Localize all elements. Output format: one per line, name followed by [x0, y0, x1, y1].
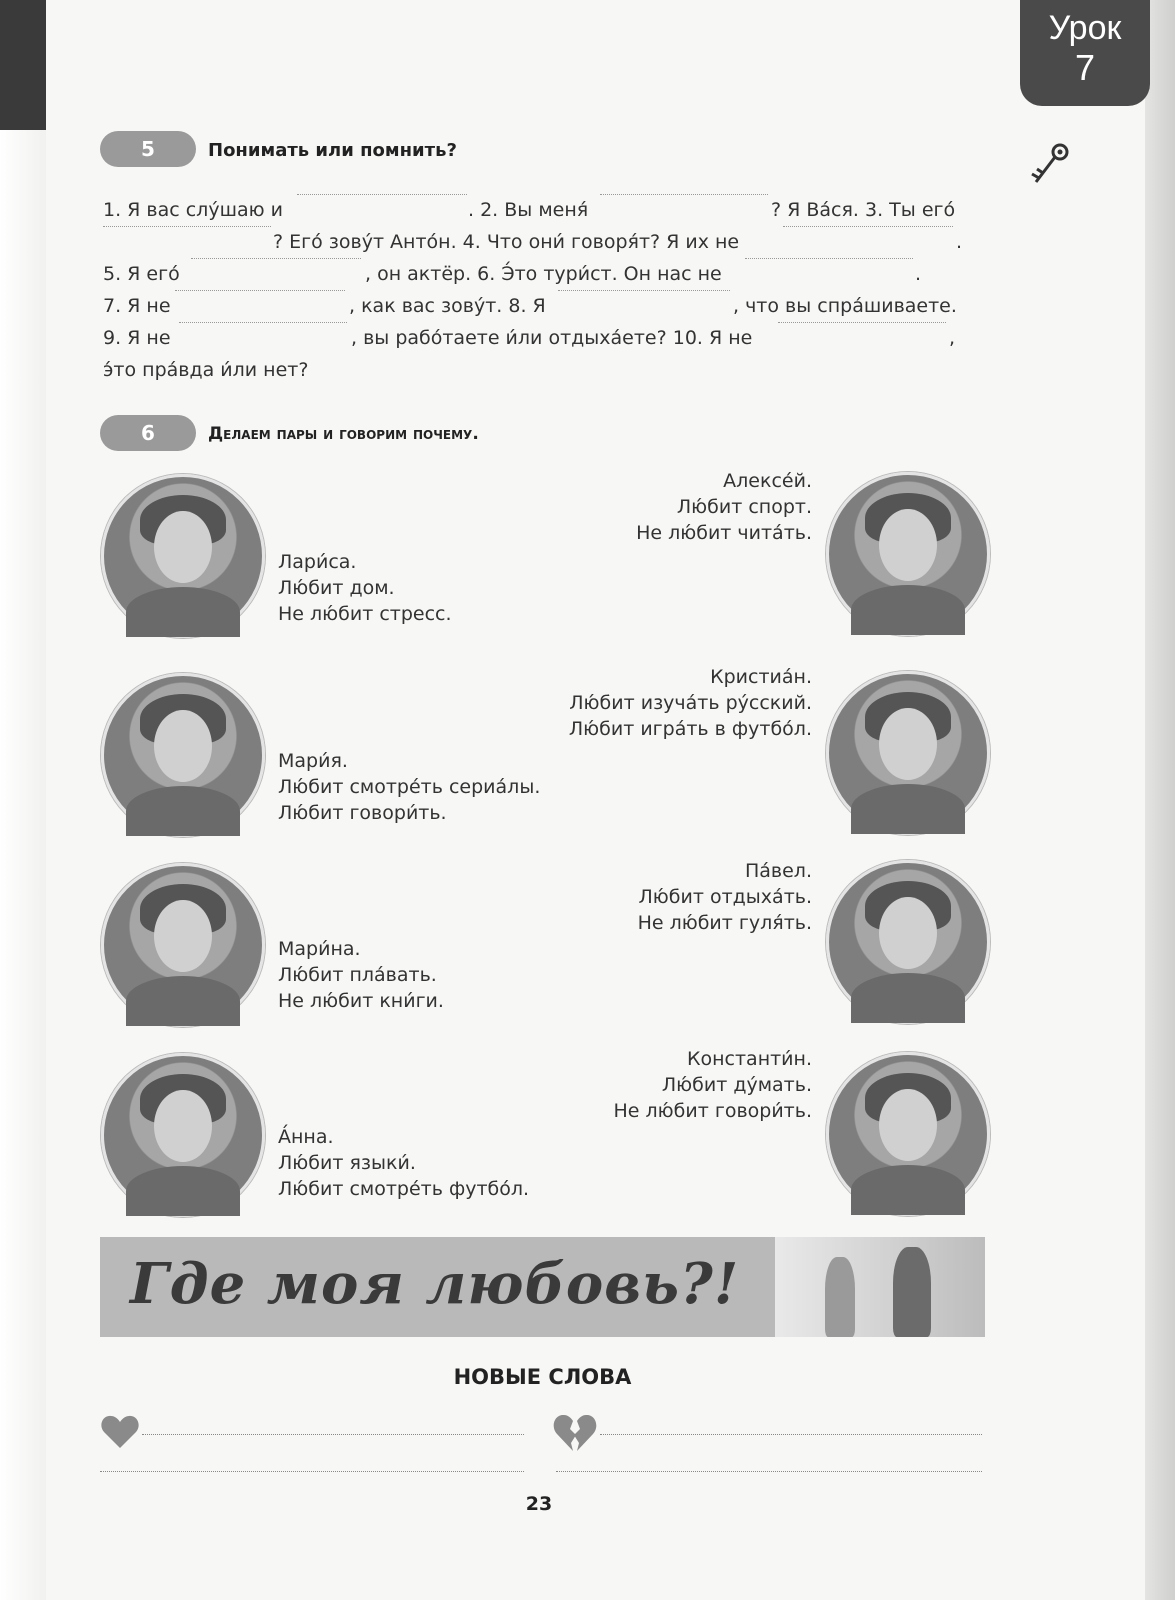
exercise-5-title: Понимать или помнить? — [208, 140, 457, 161]
exercise-5-line-2 — [103, 226, 983, 258]
person-card-pavel — [560, 858, 812, 936]
person-photo-mariya — [101, 673, 265, 837]
person-like: Не лю́бит кни́ги. — [278, 990, 444, 1012]
key-icon — [1028, 142, 1072, 188]
person-like: Лю́бит говори́ть. — [278, 802, 447, 824]
ex5-text-fragment: , вы рабо́таете и́ли отдыха́ете? 10. Я не — [351, 327, 753, 349]
ex5-text-fragment: . — [956, 231, 963, 253]
person-like: Лю́бит игра́ть в футбо́л. — [568, 718, 812, 740]
new-words-line[interactable] — [556, 1471, 982, 1472]
person-like: Лю́бит дом. — [278, 577, 395, 599]
ex5-text-fragment: э́то пра́вда и́ли нет? — [103, 359, 309, 381]
exercise-5-line-4 — [103, 290, 983, 322]
person-card-mariya — [278, 748, 540, 826]
person-photo-aleksey — [826, 472, 990, 636]
lesson-number: 7 — [1074, 47, 1096, 88]
person-like: Не лю́бит говори́ть. — [613, 1100, 812, 1122]
exercise-6-title: Делаем пары и говорим почему. — [208, 424, 479, 444]
person-card-konstantin — [520, 1046, 812, 1124]
exercise-5-line-6 — [103, 354, 983, 386]
person-like: Лю́бит пла́вать. — [278, 964, 437, 986]
exercise-5-line-5 — [103, 322, 983, 354]
ex5-text-fragment: , — [949, 327, 956, 349]
ex5-text-fragment: , как вас зову́т. 8. Я — [349, 295, 546, 317]
person-like: Лю́бит смотре́ть футбо́л. — [278, 1178, 530, 1200]
person-like: Лю́бит смотре́ть сериа́лы. — [278, 776, 541, 798]
person-name: Мари́на. — [278, 938, 361, 960]
ex5-text-fragment: 7. Я не — [103, 295, 171, 317]
person-like: Не лю́бит гуля́ть. — [637, 912, 812, 934]
answer-blank[interactable] — [600, 194, 768, 195]
answer-blank[interactable] — [783, 226, 953, 227]
answer-blank[interactable] — [297, 194, 467, 195]
ex5-text-fragment: , что вы спра́шиваете. — [733, 295, 957, 317]
person-like: Не лю́бит стресс. — [278, 603, 452, 625]
exercise-5-text — [103, 194, 983, 386]
person-like: Не лю́бит чита́ть. — [636, 522, 812, 544]
ex5-text-fragment: . 2. Вы меня́ — [468, 199, 589, 221]
person-like: Лю́бит языки́. — [278, 1152, 416, 1174]
ex5-text-fragment: , он актёр. 6. Э́то тури́ст. Он нас не — [365, 263, 722, 285]
new-words-line[interactable] — [142, 1434, 524, 1435]
person-name: А́нна. — [278, 1126, 334, 1148]
answer-blank[interactable] — [191, 258, 361, 259]
broken-heart-icon — [552, 1413, 598, 1453]
exercise-5-line-1 — [103, 194, 983, 226]
answer-blank[interactable] — [558, 290, 730, 291]
person-photo-konstantin — [826, 1052, 990, 1216]
person-name: Константи́н. — [687, 1048, 812, 1070]
banner-title: Где моя любовь?! — [130, 1251, 740, 1317]
person-photo-kristian — [826, 671, 990, 835]
ex5-text-fragment: . — [915, 263, 922, 285]
person-card-kristian — [500, 664, 812, 742]
exercise-6-badge: 6 — [100, 415, 196, 451]
person-card-aleksey — [560, 468, 812, 546]
banner-couple-photo — [775, 1237, 985, 1337]
ex5-text-fragment: ? Я Ва́ся. 3. Ты его́ — [771, 199, 956, 221]
person-photo-pavel — [826, 860, 990, 1024]
new-words-line[interactable] — [600, 1434, 982, 1435]
lesson-label: Урок — [1048, 9, 1122, 47]
person-like: Лю́бит изуча́ть ру́сский. — [569, 692, 812, 714]
ex5-text-fragment: 1. Я вас слу́шаю и — [103, 199, 283, 221]
answer-blank[interactable] — [778, 322, 946, 323]
ex5-text-fragment: 5. Я его́ — [103, 263, 180, 285]
person-card-marina — [278, 936, 444, 1014]
person-name: Мари́я. — [278, 750, 348, 772]
page-binding-strip — [0, 0, 46, 130]
answer-blank[interactable] — [745, 258, 913, 259]
person-photo-marina — [101, 863, 265, 1027]
page-right-edge — [1145, 0, 1175, 1600]
answer-blank[interactable] — [175, 290, 345, 291]
person-name: Алексе́й. — [723, 470, 812, 492]
ex5-text-fragment: ? Его́ зову́т Анто́н. 4. Что они́ говоря́т? Я их не — [273, 231, 740, 253]
lesson-tab — [1020, 0, 1150, 106]
person-photo-larisa — [101, 474, 265, 638]
person-name: Лари́са. — [278, 551, 357, 573]
person-card-anna — [278, 1124, 529, 1202]
person-name: Па́вел. — [744, 860, 812, 882]
person-photo-anna — [101, 1053, 265, 1217]
ex5-text-fragment: 9. Я не — [103, 327, 171, 349]
love-banner — [100, 1237, 985, 1337]
person-like: Лю́бит спорт. — [676, 496, 812, 518]
exercise-5-badge: 5 — [100, 131, 196, 167]
person-name: Кристиа́н. — [710, 666, 812, 688]
person-card-larisa — [278, 549, 452, 627]
new-words-line[interactable] — [100, 1471, 524, 1472]
page-number: 23 — [525, 1493, 553, 1515]
exercise-5-line-3 — [103, 258, 983, 290]
answer-blank[interactable] — [179, 322, 347, 323]
new-words-title: НОВЫЕ СЛОВА — [453, 1365, 632, 1389]
heart-icon — [100, 1414, 140, 1450]
answer-blank[interactable] — [103, 226, 271, 227]
person-like: Лю́бит ду́мать. — [661, 1074, 812, 1096]
person-like: Лю́бит отдыха́ть. — [638, 886, 812, 908]
